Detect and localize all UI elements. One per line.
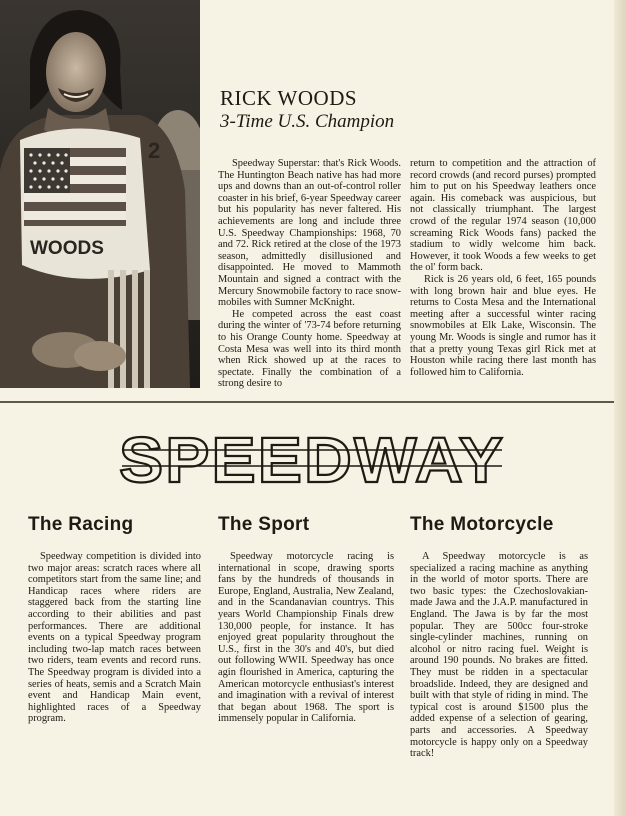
speedway-masthead xyxy=(116,426,508,492)
section-title-sport: The Sport xyxy=(218,514,310,535)
article-paragraph: Speedway Superstar: that's Rick Woods. The Huntington Beach native has had more ups and downs than an out-of-control roller coaster in his brief, 6-year Speedway career but his popularity has never faltered. His achievements are long and include three U.S. Speedway Championships: 1968, 70 and 72. Rick retired at the close of the 1973 season, admittedly disillusioned and disappointed. He moved to Mammoth Mountain and signed a contract with the Mercury Snowmobile factory to race snow-mobiles with Sumner McKnight. xyxy=(218,158,401,309)
rider-photo-illustration xyxy=(0,0,200,388)
rider-subtitle: 3-Time U.S. Champion xyxy=(220,111,395,132)
article-paragraph: He competed across the east coast during the winter of '73-74 before returning to his Orange County home. Speedway at Costa Mesa was well into its third month when Rick showed up at the races to spectate. Finally the combination of a strong desire to xyxy=(218,308,401,390)
section-title-motorcycle: The Motorcycle xyxy=(410,514,554,535)
section-paragraph: Speedway competition is divided into two major areas: scratch races where all competitors start from the same line; and Handicap races where riders are staggered back from the starting line according to their abilities and past performances. There are additional events on a typical Speedway program including two-lap match races between two riders, team events and record runs. The Speedway program is divided into a series of heats, semis and a Scratch Main event and Handicap Main event, highlighted races of a Speedway program. xyxy=(28,551,201,725)
jersey-name: WOODS xyxy=(30,238,104,259)
rider-photo xyxy=(0,0,200,388)
section-paragraph: Speedway motorcycle racing is international in scope, drawing sports fans by the hundreds of thousands in Europe, England, Australia, New Zealand, and in the Scandanavian countrys. This years World Championship Finals drew 130,000 people, for instance. It has enjoyed great popularity throughout the U.S., first in the 30's and 40's, but died out following WWII. Speedway has once agin flourished in America, capturing the American motorcycle enthusiast's interest and imagination with a revival of interest that began about 1968. The sport is immensely popular in California. xyxy=(218,551,395,725)
article-paragraph: Rick is 26 years old, 6 feet, 165 pounds with long brown hair and blue eyes. He returns to Costa Mesa and the International meeting after a successful winter racing snowmobiles at Elk Lake, Wisconsin. The young Mr. Woods is single and rumor has it that a pretty young Texas girl Rick met at Houston while racing there last month has followed him to California. xyxy=(410,273,596,378)
section-body-racing xyxy=(28,551,201,725)
masthead-text: SPEEDWAY xyxy=(119,426,506,492)
page-edge xyxy=(614,0,626,816)
section-divider xyxy=(0,401,614,403)
masthead-logo xyxy=(116,426,508,492)
section-paragraph: A Speedway motorcycle is as specialized a racing machine as anything in the world of motor sports. There are two basic types: the Czechoslovakian-made Jawa and the J.A.P. manufactured in England. The Jawa is by far the most popular. They are 500cc four-stroke single-cylinder machines, running on alcohol or nitro racing fuel. Weight is around 190 pounds. No brakes are fitted. They must be ridden in a spectacular broadslide. Indeed, they are designed and built with that style of riding in mind. The typical cost is around $1500 plus the added expense of a selection of gearing, parts and accessories. A Speedway motorcycle is happy only on a Speedway track! xyxy=(410,551,588,760)
flag-patch xyxy=(24,148,126,226)
article-column-1 xyxy=(218,158,401,390)
rider-name: RICK WOODS xyxy=(220,86,358,110)
feature-headline xyxy=(220,86,610,134)
article-column-2 xyxy=(410,158,596,378)
section-body-sport xyxy=(218,551,394,725)
jersey-number: 2 xyxy=(148,138,161,163)
section-title-racing: The Racing xyxy=(28,514,134,535)
article-paragraph: return to competition and the attraction of record crowds (and record purses) prompted him to put on his Speedway leathers once again. His comeback was auspicious, but not classically triumphant. The largest crowd of the regular 1974 season (10,000 screaming Rick Woods fans) packed the stadium to widly welcome him back. However, it took Woods a few weeks to get the ol' form back. xyxy=(410,158,596,274)
section-body-motorcycle xyxy=(410,551,588,760)
